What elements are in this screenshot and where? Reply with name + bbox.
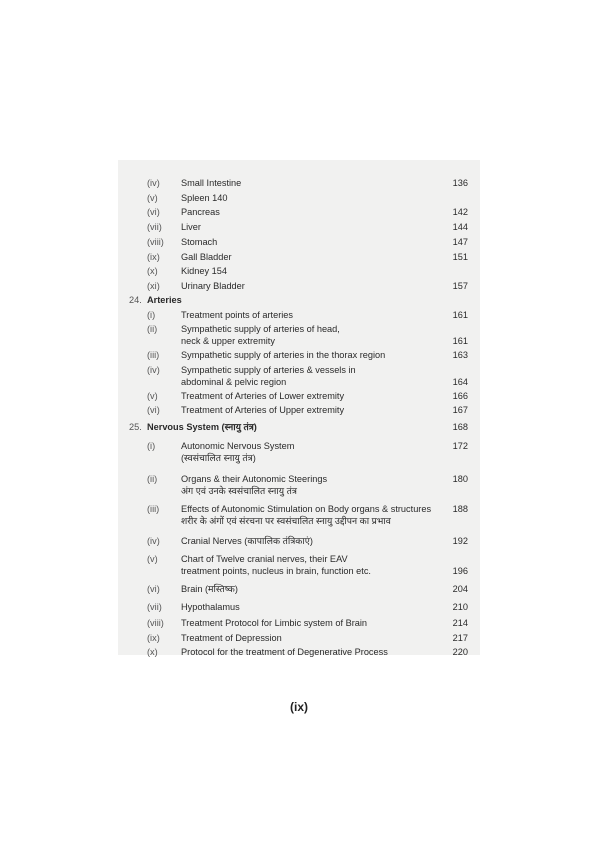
toc-entry-title: Stomach [181, 237, 218, 247]
toc-entry-number: (iv) [147, 536, 160, 546]
toc-entry-number: (vi) [147, 207, 160, 217]
toc-entry-page-number: 147 [452, 237, 468, 247]
toc-entry-title: Nervous System (स्नायु तंत्र) [147, 422, 257, 432]
toc-entry-number: (x) [147, 266, 158, 276]
toc-entry-page-number: 204 [452, 584, 468, 594]
toc-entry-title: Treatment of Depression [181, 633, 282, 643]
toc-entry-number: (v) [147, 391, 158, 401]
toc-entry-page-number: 192 [452, 536, 468, 546]
toc-entry-number: (viii) [147, 618, 164, 628]
toc-entry-title: Effects of Autonomic Stimulation on Body organs & structures शरीर के अंगों एवं संरचना पर स्वसंचालित स्नायु उद्दीपन का प्रभाव [181, 504, 432, 526]
toc-entry-number: (iv) [147, 178, 160, 188]
toc-entry-page-number: 136 [452, 178, 468, 188]
toc-entry-number: (iii) [147, 504, 160, 514]
toc-entry-number: (vii) [147, 222, 162, 232]
toc-entry-number: (iii) [147, 350, 160, 360]
toc-entry-title: Liver [181, 222, 201, 232]
toc-entry-number: (ii) [147, 474, 158, 484]
toc-entry-title: Cranial Nerves (कापालिक तंत्रिकाएं) [181, 536, 313, 546]
toc-entry-page-number: 164 [452, 377, 468, 387]
toc-entry-number: (i) [147, 441, 156, 451]
toc-entry-number: (viii) [147, 237, 164, 247]
toc-entry-title: Spleen 140 [181, 193, 228, 203]
toc-entry-number: (vi) [147, 405, 160, 415]
page-number-footer: (ix) [290, 700, 308, 714]
toc-entry-title: Sympathetic supply of arteries of head, neck & upper extremity [181, 324, 340, 346]
toc-entry-title: Gall Bladder [181, 252, 232, 262]
toc-entry-number: (iv) [147, 365, 160, 375]
toc-entry-title: Pancreas [181, 207, 220, 217]
toc-entry-page-number: 220 [452, 647, 468, 657]
toc-entry-title: Autonomic Nervous System (स्वसंचालित स्नायु तंत्र) [181, 441, 295, 463]
toc-entry-number: (vii) [147, 602, 162, 612]
toc-entry-number: (i) [147, 310, 156, 320]
toc-entry-title: Protocol for the treatment of Degenerative Process [181, 647, 388, 657]
toc-entry-title: Arteries [147, 295, 182, 305]
toc-entry-title: Sympathetic supply of arteries in the thorax region [181, 350, 386, 360]
toc-entry-number: (v) [147, 554, 158, 564]
toc-entry-page-number: 172 [452, 441, 468, 451]
toc-entry-page-number: 151 [452, 252, 468, 262]
toc-entry-page-number: 157 [452, 281, 468, 291]
toc-entry-title: Treatment points of arteries [181, 310, 293, 320]
toc-entry-page-number: 161 [452, 336, 468, 346]
toc-entry-page-number: 161 [452, 310, 468, 320]
toc-entry-page-number: 167 [452, 405, 468, 415]
toc-entry-page-number: 163 [452, 350, 468, 360]
toc-entry-page-number: 180 [452, 474, 468, 484]
toc-entry-number: (ii) [147, 324, 158, 334]
toc-entry-number: (vi) [147, 584, 160, 594]
toc-entry-page-number: 217 [452, 633, 468, 643]
toc-entry-title: Kidney 154 [181, 266, 227, 276]
toc-entry-page-number: 188 [452, 504, 468, 514]
toc-entry-title: Small Intestine [181, 178, 242, 188]
toc-entry-page-number: 168 [452, 422, 468, 432]
toc-entry-number: 25. [129, 422, 142, 432]
toc-entry-page-number: 166 [452, 391, 468, 401]
toc-entry-number: (ix) [147, 633, 160, 643]
toc-entry-number: (x) [147, 647, 158, 657]
toc-entry-title: Treatment Protocol for Limbic system of Brain [181, 618, 368, 628]
toc-entry-title: Chart of Twelve cranial nerves, their EAV treatment points, nucleus in brain, function etc. [181, 554, 371, 576]
toc-entry-page-number: 210 [452, 602, 468, 612]
toc-entry-title: Treatment of Arteries of Lower extremity [181, 391, 345, 401]
toc-entry-title: Sympathetic supply of arteries & vessels in abdominal & pelvic region [181, 365, 356, 387]
toc-entry-title: Hypothalamus [181, 602, 240, 612]
toc-entry-page-number: 142 [452, 207, 468, 217]
toc-entry-title: Treatment of Arteries of Upper extremity [181, 405, 345, 415]
toc-entry-page-number: 214 [452, 618, 468, 628]
toc-entry-number: (xi) [147, 281, 160, 291]
toc-entry-number: (v) [147, 193, 158, 203]
toc-entry-page-number: 144 [452, 222, 468, 232]
toc-entry-number: 24. [129, 295, 142, 305]
toc-entry-title: Urinary Bladder [181, 281, 245, 291]
toc-entry-title: Organs & their Autonomic Steerings अंग एवं उनके स्वसंचालित स्नायु तंत्र [181, 474, 328, 496]
toc-entry-page-number: 196 [452, 566, 468, 576]
toc-entry-number: (ix) [147, 252, 160, 262]
toc-entry-title: Brain (मस्तिष्क) [181, 584, 238, 594]
